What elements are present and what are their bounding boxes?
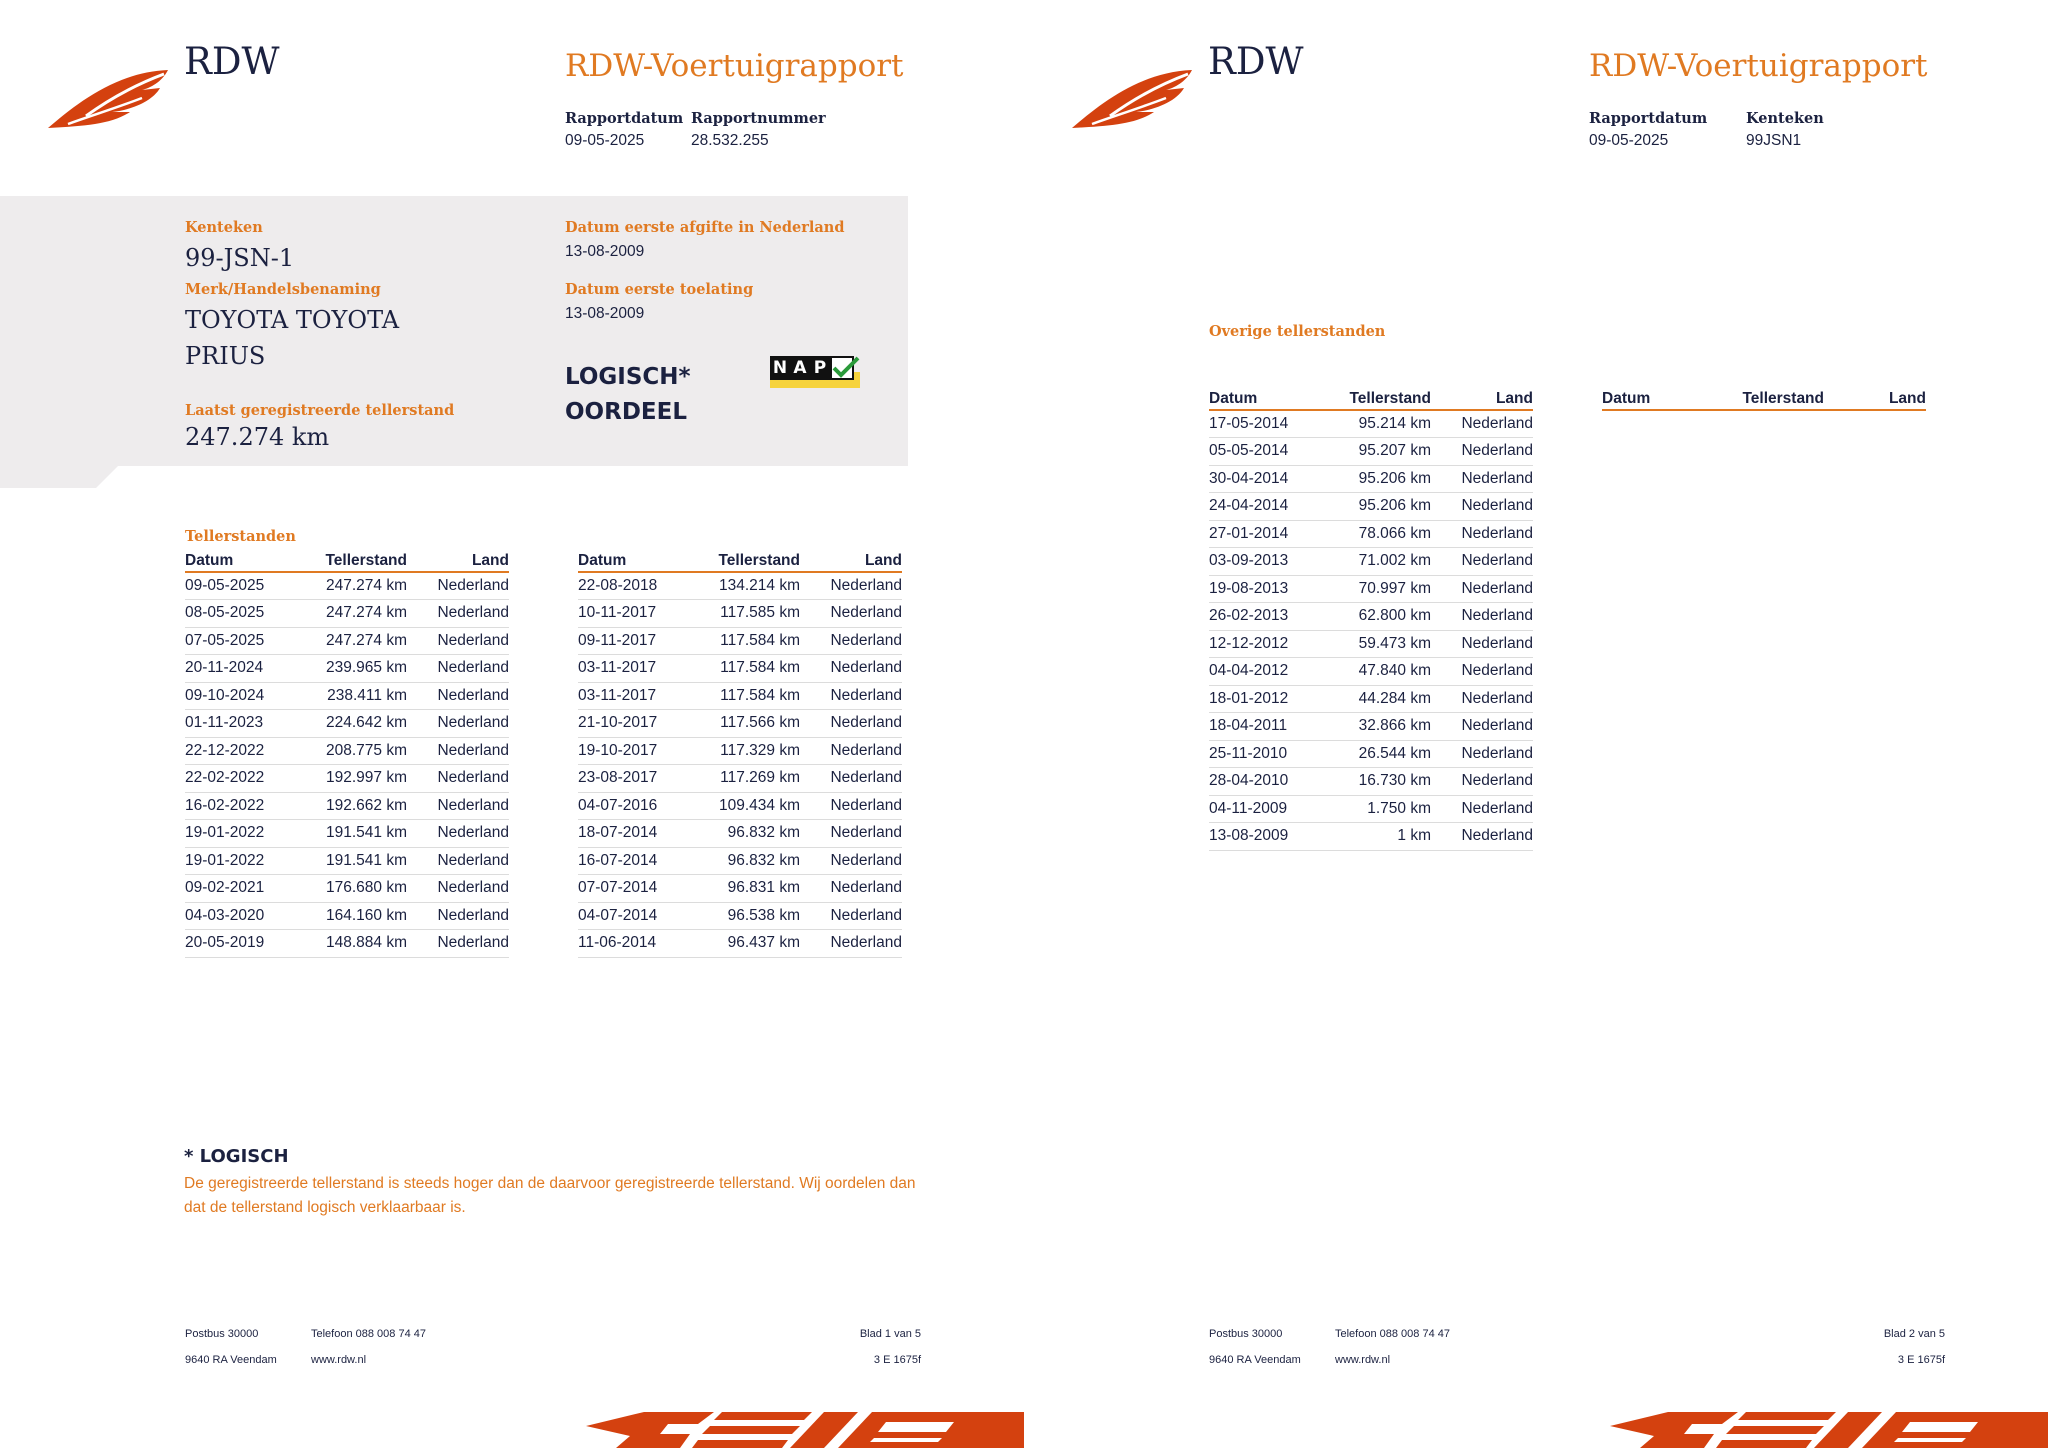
cell-tellerstand: 96.832 km: [696, 820, 800, 848]
footer-phone: Telefoon 088 008 74 47: [311, 1328, 426, 1340]
cell-tellerstand: 192.997 km: [303, 765, 407, 793]
header-land: Land: [1431, 390, 1533, 410]
cell-land: Nederland: [1431, 658, 1533, 686]
cell-datum: 22-02-2022: [185, 765, 303, 793]
cell-land: Nederland: [1431, 603, 1533, 631]
table-row: [578, 930, 902, 958]
header-datum: Datum: [1209, 390, 1327, 410]
cell-tellerstand: 117.584 km: [696, 682, 800, 710]
meta-label: Rapportdatum: [1589, 110, 1708, 127]
meta-rapportdatum: [1589, 110, 1707, 150]
table-row: [578, 792, 902, 820]
cell-tellerstand: 117.585 km: [696, 600, 800, 628]
cell-datum: 24-04-2014: [1209, 493, 1327, 521]
rdw-stripes-graphic: [586, 1408, 1024, 1448]
cell-land: Nederland: [800, 737, 902, 765]
cell-datum: 19-08-2013: [1209, 575, 1327, 603]
cell-datum: 08-05-2025: [185, 600, 303, 628]
footer-page-number: Blad 2 van 5: [1883, 1328, 1945, 1340]
table-row: [1209, 658, 1533, 686]
table-row: [1209, 713, 1533, 741]
cell-land: Nederland: [1431, 438, 1533, 466]
cell-datum: 28-04-2010: [1209, 768, 1327, 796]
nap-letter: A: [790, 356, 810, 380]
cell-land: Nederland: [800, 792, 902, 820]
meta-rapportnummer: [691, 110, 826, 150]
cell-tellerstand: 117.269 km: [696, 765, 800, 793]
afgifte-value: 13-08-2009: [565, 243, 645, 260]
meta-label: Kenteken: [1746, 110, 1824, 127]
table-row: [578, 902, 902, 930]
check-icon: [830, 356, 860, 382]
cell-tellerstand: 117.584 km: [696, 627, 800, 655]
cell-tellerstand: 32.866 km: [1327, 713, 1431, 741]
cell-datum: 18-07-2014: [578, 820, 696, 848]
cell-land: Nederland: [1431, 520, 1533, 548]
table-row: [1209, 410, 1533, 438]
cell-land: Nederland: [1431, 685, 1533, 713]
rdw-logo-icon: [46, 64, 170, 130]
cell-land: Nederland: [1431, 410, 1533, 438]
cell-datum: 16-02-2022: [185, 792, 303, 820]
nap-letter: P: [810, 356, 830, 380]
footer-code: 3 E 1675f: [1897, 1354, 1945, 1366]
meta-value: 28.532.255: [691, 132, 769, 149]
meta-kenteken: [1746, 110, 1824, 150]
cell-tellerstand: 95.214 km: [1327, 410, 1431, 438]
table-row: [1209, 575, 1533, 603]
cell-tellerstand: 224.642 km: [303, 710, 407, 738]
cell-datum: 07-05-2025: [185, 627, 303, 655]
header-tellerstand: Tellerstand: [303, 552, 407, 572]
cell-land: Nederland: [407, 930, 509, 958]
cell-land: Nederland: [407, 572, 509, 600]
table-row: [185, 737, 509, 765]
cell-datum: 04-07-2014: [578, 902, 696, 930]
cell-tellerstand: 191.541 km: [303, 847, 407, 875]
cell-datum: 23-08-2017: [578, 765, 696, 793]
footer-postbus: Postbus 30000: [185, 1328, 259, 1340]
cell-land: Nederland: [800, 820, 902, 848]
cell-datum: 05-05-2014: [1209, 438, 1327, 466]
footer-page-number: Blad 1 van 5: [859, 1328, 921, 1340]
header-tellerstand: Tellerstand: [1327, 390, 1431, 410]
footer-code: 3 E 1675f: [873, 1354, 921, 1366]
header-tellerstand: Tellerstand: [696, 552, 800, 572]
cell-tellerstand: 247.274 km: [303, 627, 407, 655]
table-row: [578, 820, 902, 848]
cell-datum: 30-04-2014: [1209, 465, 1327, 493]
footer-website-link[interactable]: www.rdw.nl: [1335, 1354, 1391, 1366]
table-row: [185, 847, 509, 875]
table-row: [1209, 465, 1533, 493]
cell-land: Nederland: [407, 847, 509, 875]
table-row: [1209, 823, 1533, 851]
cell-datum: 16-07-2014: [578, 847, 696, 875]
cell-land: Nederland: [1431, 768, 1533, 796]
meta-value: 09-05-2025: [1589, 132, 1669, 149]
cell-tellerstand: 191.541 km: [303, 820, 407, 848]
tellerstanden-table-2: [578, 552, 902, 958]
cell-land: Nederland: [407, 765, 509, 793]
table-row: [1209, 548, 1533, 576]
cell-land: Nederland: [407, 792, 509, 820]
table-body: [185, 572, 509, 957]
header-land: Land: [407, 552, 509, 572]
table-row: [578, 600, 902, 628]
cell-datum: 09-10-2024: [185, 682, 303, 710]
vehicle-summary-panel: [0, 196, 908, 466]
cell-tellerstand: 47.840 km: [1327, 658, 1431, 686]
table-row: [185, 765, 509, 793]
cell-land: Nederland: [800, 600, 902, 628]
cell-datum: 03-11-2017: [578, 655, 696, 683]
footer-phone: Telefoon 088 008 74 47: [1335, 1328, 1450, 1340]
table-row: [185, 820, 509, 848]
cell-land: Nederland: [407, 682, 509, 710]
cell-tellerstand: 239.965 km: [303, 655, 407, 683]
cell-land: Nederland: [1431, 713, 1533, 741]
cell-datum: 01-11-2023: [185, 710, 303, 738]
table-row: [578, 655, 902, 683]
oordeel-line2: OORDEEL: [565, 399, 687, 425]
report-title: RDW-Voertuigrapport: [1589, 48, 1928, 84]
table-body: [578, 572, 902, 957]
table-row: [578, 765, 902, 793]
table-row: [185, 627, 509, 655]
meta-label: Rapportnummer: [691, 110, 826, 127]
cell-tellerstand: 78.066 km: [1327, 520, 1431, 548]
table-row: [1209, 630, 1533, 658]
cell-datum: 22-08-2018: [578, 572, 696, 600]
header-datum: Datum: [1602, 390, 1720, 410]
cell-land: Nederland: [1431, 740, 1533, 768]
cell-datum: 03-11-2017: [578, 682, 696, 710]
cell-datum: 21-10-2017: [578, 710, 696, 738]
cell-land: Nederland: [800, 902, 902, 930]
header-land: Land: [1824, 390, 1926, 410]
table-body: [1209, 410, 1533, 850]
toelating-value: 13-08-2009: [565, 305, 645, 322]
meta-value: 99JSN1: [1746, 132, 1802, 149]
report-title: RDW-Voertuigrapport: [565, 48, 904, 84]
table-row: [1209, 520, 1533, 548]
cell-land: Nederland: [1431, 630, 1533, 658]
tellerstand-label: Laatst geregistreerde tellerstand: [185, 402, 455, 419]
cell-datum: 27-01-2014: [1209, 520, 1327, 548]
cell-datum: 12-12-2012: [1209, 630, 1327, 658]
cell-tellerstand: 148.884 km: [303, 930, 407, 958]
cell-datum: 04-07-2016: [578, 792, 696, 820]
table-row: [1209, 768, 1533, 796]
cell-datum: 17-05-2014: [1209, 410, 1327, 438]
cell-datum: 22-12-2022: [185, 737, 303, 765]
footer-city: 9640 RA Veendam: [185, 1354, 277, 1366]
cell-tellerstand: 238.411 km: [303, 682, 407, 710]
footer-city: 9640 RA Veendam: [1209, 1354, 1301, 1366]
table-row: [1209, 438, 1533, 466]
cell-datum: 04-11-2009: [1209, 795, 1327, 823]
meta-rapportdatum: [565, 110, 683, 150]
cell-tellerstand: 247.274 km: [303, 572, 407, 600]
nap-letter: N: [770, 356, 790, 380]
cell-datum: 03-09-2013: [1209, 548, 1327, 576]
cell-land: Nederland: [407, 600, 509, 628]
meta-value: 09-05-2025: [565, 132, 645, 149]
nap-badge: [770, 356, 860, 392]
cell-land: Nederland: [407, 737, 509, 765]
cell-tellerstand: 247.274 km: [303, 600, 407, 628]
cell-datum: 19-01-2022: [185, 847, 303, 875]
cell-land: Nederland: [800, 710, 902, 738]
cell-tellerstand: 96.831 km: [696, 875, 800, 903]
overige-tellerstanden-table-1: [1209, 390, 1533, 851]
cell-tellerstand: 117.329 km: [696, 737, 800, 765]
cell-land: Nederland: [800, 572, 902, 600]
table-row: [185, 572, 509, 600]
kenteken-value: 99-JSN-1: [185, 244, 295, 272]
tellerstanden-title: Tellerstanden: [185, 528, 296, 545]
cell-land: Nederland: [407, 875, 509, 903]
cell-tellerstand: 16.730 km: [1327, 768, 1431, 796]
cell-tellerstand: 192.662 km: [303, 792, 407, 820]
cell-datum: 11-06-2014: [578, 930, 696, 958]
report-page-2: [1024, 0, 2048, 1448]
table-row: [578, 847, 902, 875]
cell-tellerstand: 70.997 km: [1327, 575, 1431, 603]
tellerstanden-table-1: [185, 552, 509, 958]
cell-land: Nederland: [407, 655, 509, 683]
table-row: [185, 930, 509, 958]
cell-land: Nederland: [800, 765, 902, 793]
panel-tail-shape: [0, 466, 118, 488]
cell-datum: 09-05-2025: [185, 572, 303, 600]
cell-tellerstand: 44.284 km: [1327, 685, 1431, 713]
oordeel-text: [565, 360, 691, 430]
cell-land: Nederland: [800, 930, 902, 958]
cell-land: Nederland: [407, 710, 509, 738]
org-name: RDW: [1208, 40, 1304, 83]
cell-datum: 04-04-2012: [1209, 658, 1327, 686]
cell-tellerstand: 95.206 km: [1327, 465, 1431, 493]
table-row: [185, 902, 509, 930]
meta-label: Rapportdatum: [565, 110, 684, 127]
footnote-title: * LOGISCH: [184, 1146, 289, 1167]
cell-datum: 10-11-2017: [578, 600, 696, 628]
cell-datum: 19-01-2022: [185, 820, 303, 848]
cell-tellerstand: 1 km: [1327, 823, 1431, 851]
cell-datum: 26-02-2013: [1209, 603, 1327, 631]
cell-tellerstand: 59.473 km: [1327, 630, 1431, 658]
rdw-stripes-graphic: [1610, 1408, 2048, 1448]
oordeel-line1: LOGISCH*: [565, 364, 691, 390]
cell-datum: 18-04-2011: [1209, 713, 1327, 741]
footnote-text: De geregistreerde tellerstand is steeds hoger dan de daarvoor geregistreerde tellerstand. Wij oordelen dan dat de tellerstand logisch verklaarbaar is.: [184, 1175, 916, 1216]
header-land: Land: [800, 552, 902, 572]
table-row: [1209, 603, 1533, 631]
cell-tellerstand: 96.832 km: [696, 847, 800, 875]
cell-datum: 04-03-2020: [185, 902, 303, 930]
cell-land: Nederland: [407, 820, 509, 848]
toelating-label: Datum eerste toelating: [565, 281, 754, 298]
table-row: [1209, 493, 1533, 521]
cell-tellerstand: 176.680 km: [303, 875, 407, 903]
table-row: [185, 710, 509, 738]
cell-land: Nederland: [407, 627, 509, 655]
table-row: [1209, 740, 1533, 768]
cell-tellerstand: 164.160 km: [303, 902, 407, 930]
merk-value-line1: TOYOTA TOYOTA: [185, 306, 400, 334]
table-row: [185, 792, 509, 820]
cell-land: Nederland: [1431, 795, 1533, 823]
footer-website-link[interactable]: www.rdw.nl: [311, 1354, 367, 1366]
kenteken-label: Kenteken: [185, 219, 263, 236]
table-row: [578, 737, 902, 765]
cell-tellerstand: 71.002 km: [1327, 548, 1431, 576]
table-row: [185, 655, 509, 683]
cell-tellerstand: 96.437 km: [696, 930, 800, 958]
table-row: [578, 627, 902, 655]
cell-land: Nederland: [407, 902, 509, 930]
cell-tellerstand: 1.750 km: [1327, 795, 1431, 823]
table-row: [578, 572, 902, 600]
table-row: [578, 682, 902, 710]
cell-datum: 18-01-2012: [1209, 685, 1327, 713]
cell-tellerstand: 62.800 km: [1327, 603, 1431, 631]
table-row: [578, 710, 902, 738]
merk-value-line2: PRIUS: [185, 342, 266, 370]
cell-datum: 09-11-2017: [578, 627, 696, 655]
cell-datum: 25-11-2010: [1209, 740, 1327, 768]
cell-land: Nederland: [1431, 548, 1533, 576]
cell-datum: 20-05-2019: [185, 930, 303, 958]
cell-tellerstand: 117.584 km: [696, 655, 800, 683]
cell-tellerstand: 117.566 km: [696, 710, 800, 738]
afgifte-label: Datum eerste afgifte in Nederland: [565, 219, 845, 236]
table-row: [1209, 795, 1533, 823]
overige-tellerstanden-table-2: [1602, 390, 1926, 411]
header-datum: Datum: [185, 552, 303, 572]
table-row: [185, 600, 509, 628]
table-row: [1209, 685, 1533, 713]
cell-tellerstand: 95.206 km: [1327, 493, 1431, 521]
cell-tellerstand: 95.207 km: [1327, 438, 1431, 466]
cell-datum: 20-11-2024: [185, 655, 303, 683]
cell-land: Nederland: [1431, 575, 1533, 603]
header-tellerstand: Tellerstand: [1720, 390, 1824, 410]
table-row: [185, 682, 509, 710]
header-datum: Datum: [578, 552, 696, 572]
cell-datum: 07-07-2014: [578, 875, 696, 903]
cell-land: Nederland: [1431, 465, 1533, 493]
cell-tellerstand: 96.538 km: [696, 902, 800, 930]
cell-land: Nederland: [800, 655, 902, 683]
tellerstand-value: 247.274 km: [185, 423, 330, 451]
table-row: [185, 875, 509, 903]
merk-label: Merk/Handelsbenaming: [185, 281, 381, 298]
overige-tellerstanden-title: Overige tellerstanden: [1209, 323, 1386, 340]
rdw-logo-icon: [1070, 64, 1194, 130]
cell-tellerstand: 134.214 km: [696, 572, 800, 600]
cell-datum: 09-02-2021: [185, 875, 303, 903]
footer-postbus: Postbus 30000: [1209, 1328, 1283, 1340]
cell-tellerstand: 26.544 km: [1327, 740, 1431, 768]
table-row: [578, 875, 902, 903]
cell-land: Nederland: [800, 847, 902, 875]
cell-land: Nederland: [1431, 823, 1533, 851]
cell-land: Nederland: [800, 875, 902, 903]
cell-land: Nederland: [800, 627, 902, 655]
org-name: RDW: [184, 40, 280, 83]
cell-tellerstand: 208.775 km: [303, 737, 407, 765]
cell-tellerstand: 109.434 km: [696, 792, 800, 820]
cell-land: Nederland: [800, 682, 902, 710]
cell-datum: 13-08-2009: [1209, 823, 1327, 851]
cell-land: Nederland: [1431, 493, 1533, 521]
cell-datum: 19-10-2017: [578, 737, 696, 765]
